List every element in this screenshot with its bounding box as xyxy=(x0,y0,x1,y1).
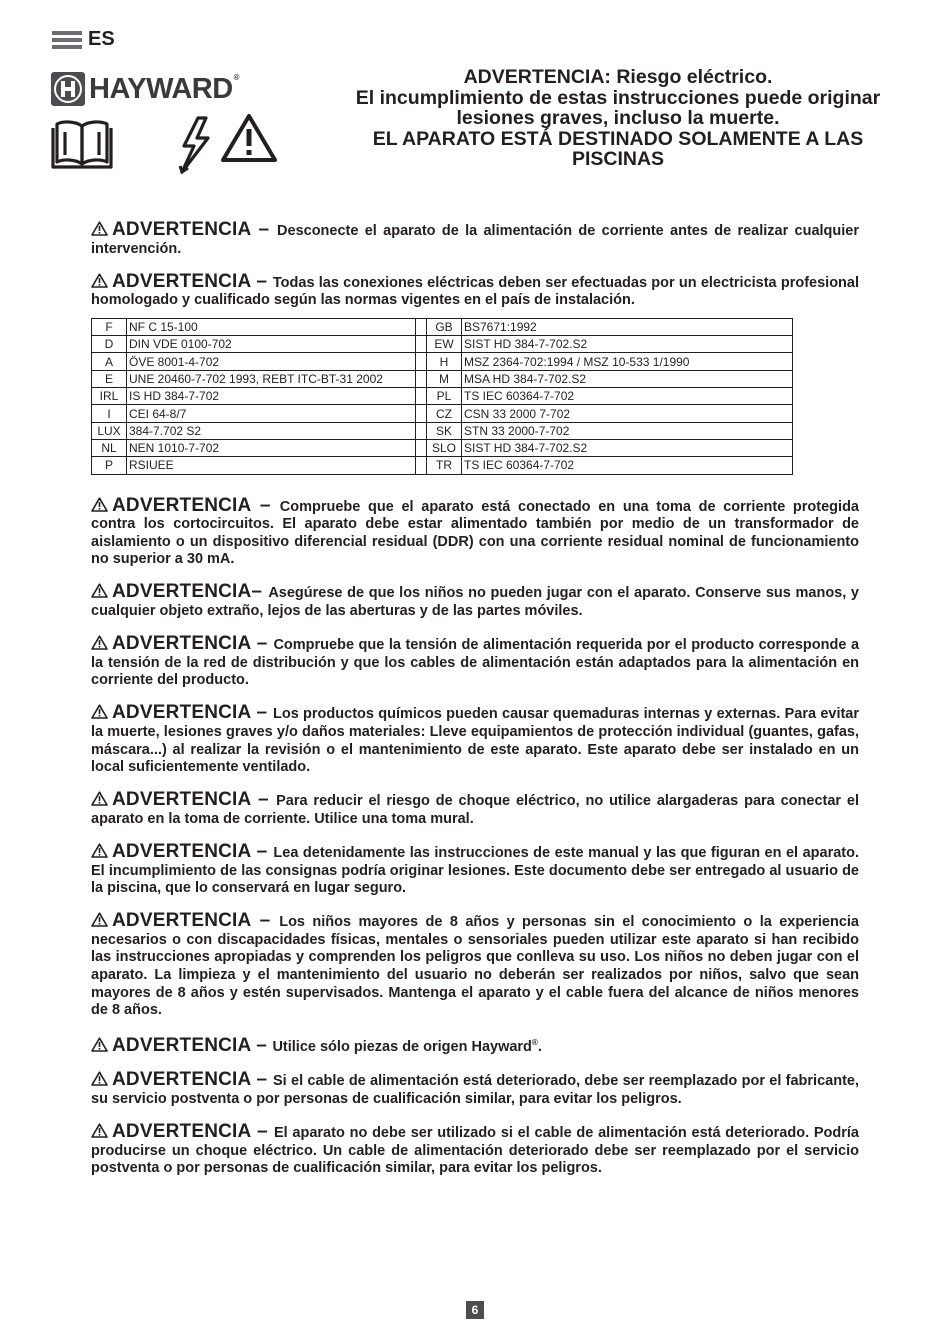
standards-row xyxy=(92,439,793,456)
warning-icon xyxy=(91,1037,108,1052)
warning-text: Compruebe que la tensión de alimentación requerida por el producto corresponde a la tensión de la red de distribución y que los cables de alimentación están adaptados para la alimentación en corriente del producto. xyxy=(91,637,860,689)
warning-heading: ADVERTENCIA – xyxy=(112,494,280,516)
country-code: SLO xyxy=(427,439,462,456)
warning-heading: ADVERTENCIA – xyxy=(112,910,280,932)
warning-paragraph xyxy=(91,1071,859,1108)
language-bars-icon xyxy=(52,31,82,49)
warning-heading: ADVERTENCIA – xyxy=(112,1069,274,1091)
standards-row xyxy=(92,405,793,422)
table-gap xyxy=(416,405,427,422)
warning-icon xyxy=(91,221,108,236)
table-gap xyxy=(416,336,427,353)
country-code: SK xyxy=(427,422,462,439)
table-gap xyxy=(416,422,427,439)
standard-name: TS IEC 60364-7-702 xyxy=(462,388,793,405)
warning-heading: ADVERTENCIA – xyxy=(112,789,277,811)
table-gap xyxy=(416,370,427,387)
standard-name: NEN 1010-7-702 xyxy=(127,439,416,456)
warning-icon xyxy=(91,1123,108,1138)
standard-name: UNE 20460-7-702 1993, REBT ITC-BT-31 2002 xyxy=(127,370,416,387)
country-code: PL xyxy=(427,388,462,405)
standard-name: BS7671:1992 xyxy=(462,318,793,335)
warning-paragraph xyxy=(91,270,860,310)
standards-row xyxy=(92,457,793,474)
warning-icon xyxy=(91,273,108,288)
page-number: 6 xyxy=(466,1301,484,1319)
standard-name: CEI 64-8/7 xyxy=(127,405,416,422)
header-line: EL APARATO ESTÁ DESTINADO SOLAMENTE A LAS xyxy=(372,127,864,150)
country-code: IRL xyxy=(92,388,127,405)
standard-name: CSN 33 2000 7-702 xyxy=(462,405,793,422)
standards-table xyxy=(91,318,793,475)
standards-row xyxy=(92,336,793,353)
standard-name: DIN VDE 0100-702 xyxy=(127,336,416,353)
warning-paragraph xyxy=(91,791,859,828)
warning-text: El aparato no debe ser utilizado si el cable de alimentación está deteriorado. Podría producirse un choque eléctrico. Un cable de alimentación deteriorado debe ser reemplazado por el servicio postventa o por personas de cualificación similar, para evitar los peligros. xyxy=(91,1124,859,1177)
warning-text: Para reducir el riesgo de choque eléctrico, no utilice alargaderas para conectar el aparato en la toma de corriente. Utilice una toma mural. xyxy=(91,793,859,827)
hayward-logo-mark-icon xyxy=(51,72,85,106)
warning-text: Asegúrese de que los niños no pueden jugar con el aparato. Conserve sus manos, y cualquier objeto extraño, lejos de las aberturas y de las partes móviles. xyxy=(91,585,860,620)
registered-mark: ® xyxy=(531,1038,538,1048)
warning-heading: ADVERTENCIA – xyxy=(112,702,273,724)
table-gap xyxy=(416,318,427,335)
warning-text: Compruebe que el aparato está conectado en una toma de corriente protegida contra los cortocircuitos. El aparato debe estar alimentado también por medio de un transformador de aislamiento o un dispositivo diferencial residual (DDR) con una corriente residual nominal de funcionamiento no superior a 30 mA. xyxy=(91,498,859,568)
country-code: LUX xyxy=(92,422,127,439)
standards-row xyxy=(92,422,793,439)
standard-name: MSZ 2364-702:1994 / MSZ 10-533 1/1990 xyxy=(462,353,793,370)
warning-icon xyxy=(91,1071,108,1086)
country-code: TR xyxy=(427,457,462,474)
country-code: E xyxy=(92,370,127,387)
hayward-logo xyxy=(51,72,239,106)
warning-heading: ADVERTENCIA – xyxy=(112,633,274,655)
warning-text: Los niños mayores de 8 años y personas sin el conocimiento o la experiencia necesarios o con discapacidades físicas, mentales o sensoriales pueden utilizar este aparato si han recibido las instrucciones apropiadas y comprenden los peligros que conlleva su uso. Los niños no deben jugar con el aparato. La limpieza y el mantenimiento del usuario no deberán ser realizados por niños, salvo que sean mayores de 8 años y estén supervisados. Mantenga el aparato y el cable fuera del alcance de niños menores de 8 años. xyxy=(91,914,859,1019)
standard-name: TS IEC 60364-7-702 xyxy=(462,457,793,474)
warning-icon xyxy=(91,497,108,512)
warning-icon xyxy=(91,635,108,650)
manual-book-icon xyxy=(51,118,113,170)
country-code: I xyxy=(92,405,127,422)
standard-name: IS HD 384-7-702 xyxy=(127,388,416,405)
warning-text: Los productos químicos pueden causar quemaduras internas y externas. Para evitar la muerte, lesiones graves y/o daños materiales: Lleve equipamientos de protección individual (guantes, gafas, máscara...) al realizar la revisión o el mantenimiento de este aparato. Este aparato debe ser instalado en un local suficientemente ventilado. xyxy=(91,706,860,776)
standards-row xyxy=(92,388,793,405)
warning-heading: ADVERTENCIA – xyxy=(112,1035,273,1057)
warning-paragraph xyxy=(91,221,859,258)
warning-paragraph xyxy=(91,1120,859,1178)
standard-name: SIST HD 384-7-702.S2 xyxy=(462,439,793,456)
warning-heading: ADVERTENCIA – xyxy=(112,219,278,240)
warning-triangle-icon xyxy=(220,113,278,163)
warning-paragraph xyxy=(91,635,859,690)
country-code: D xyxy=(92,336,127,353)
standard-name: RSIUEE xyxy=(127,457,416,474)
warning-heading: ADVERTENCIA – xyxy=(112,270,273,292)
warning-icon xyxy=(91,843,108,858)
header-line: El incumplimiento de estas instrucciones puede originar xyxy=(355,86,881,109)
table-gap xyxy=(416,439,427,456)
country-code: A xyxy=(92,353,127,370)
country-code: F xyxy=(92,318,127,335)
warning-text: Utilice sólo piezas de origen Hayward xyxy=(272,1039,532,1056)
warning-icon xyxy=(91,704,108,719)
table-gap xyxy=(416,457,427,474)
warning-text-end: . xyxy=(537,1039,542,1056)
standard-name: NF C 15-100 xyxy=(127,318,416,335)
header-line: lesiones graves, incluso la muerte. xyxy=(456,107,780,129)
warning-text: Todas las conexiones eléctricas deben ser efectuadas por un electricista profesional homologado y cualificado según las normas vigentes en el país de instalación. xyxy=(91,274,860,309)
warning-text: Lea detenidamente las instrucciones de este manual y las que figuran en el aparato. El incumplimiento de las consignas podría originar lesiones. Este documento debe ser entregado al usuario de la piscina, que lo conservará en lugar seguro. xyxy=(91,844,859,897)
country-code: GB xyxy=(427,318,462,335)
table-gap xyxy=(416,353,427,370)
standard-name: STN 33 2000-7-702 xyxy=(462,422,793,439)
language-badge xyxy=(52,28,115,51)
warning-heading: ADVERTENCIA – xyxy=(112,840,274,862)
warning-paragraph xyxy=(91,704,859,776)
warning-text: Desconecte el aparato de la alimentación de corriente antes de realizar cualquier intervención. xyxy=(91,223,860,257)
header-warning xyxy=(330,67,906,170)
warning-icon xyxy=(91,583,108,598)
warning-text: Si el cable de alimentación está deteriorado, debe ser reemplazado por el fabricante, su servicio postventa o por personas de cualificación similar, para evitar los peligros. xyxy=(91,1073,859,1107)
warning-icon xyxy=(91,912,108,927)
lightning-bolt-icon xyxy=(176,116,216,174)
country-code: CZ xyxy=(427,405,462,422)
warning-paragraph xyxy=(91,583,859,620)
country-code: M xyxy=(427,370,462,387)
standards-row xyxy=(92,353,793,370)
warning-paragraph xyxy=(91,494,859,569)
header-line: ADVERTENCIA: Riesgo eléctrico. xyxy=(463,66,773,88)
warning-heading: ADVERTENCIA – xyxy=(112,1120,274,1142)
warning-heading: ADVERTENCIA– xyxy=(112,581,269,603)
standards-row xyxy=(92,370,793,387)
header-line: PISCINAS xyxy=(571,148,665,170)
standards-row xyxy=(92,318,793,335)
standard-name: MSA HD 384-7-702.S2 xyxy=(462,370,793,387)
language-code: ES xyxy=(88,28,115,50)
standard-name: 384-7.702 S2 xyxy=(127,422,416,439)
hayward-logo-text: HAYWARD® xyxy=(89,72,240,105)
standard-name: ÖVE 8001-4-702 xyxy=(127,353,416,370)
country-code: NL xyxy=(92,439,127,456)
warnings-list xyxy=(91,221,859,1192)
country-code: H xyxy=(427,353,462,370)
table-gap xyxy=(416,388,427,405)
warning-icon xyxy=(91,791,108,806)
country-code: P xyxy=(92,457,127,474)
warning-paragraph xyxy=(91,912,859,1020)
country-code: EW xyxy=(427,336,462,353)
warning-paragraph xyxy=(91,840,859,898)
warning-paragraph xyxy=(91,1034,859,1056)
standard-name: SIST HD 384-7-702.S2 xyxy=(462,336,793,353)
